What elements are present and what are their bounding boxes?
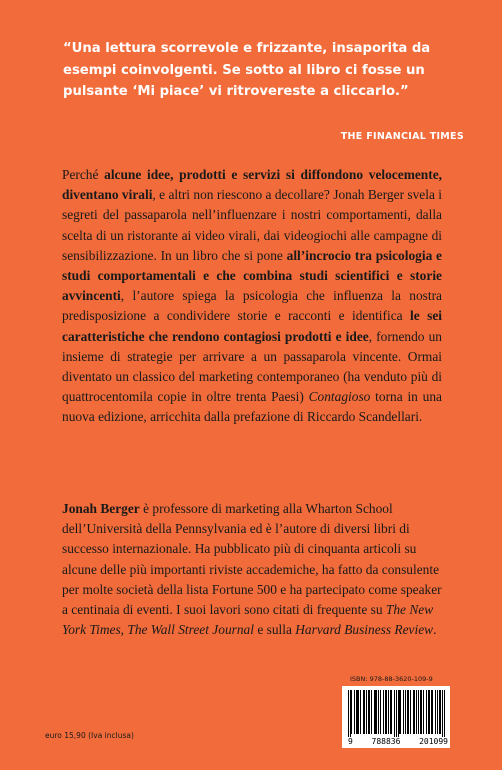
barcode-bar [383, 690, 384, 734]
barcode-digit-group: 9 [348, 737, 353, 746]
barcode-bar [399, 690, 400, 734]
author-bio [62, 499, 442, 640]
author-name: Jonah Berger [62, 501, 140, 516]
barcode-bar [413, 690, 414, 734]
barcode-bar [360, 690, 361, 734]
barcode-bar [376, 690, 377, 734]
blurb-highlight: le sei caratteristiche che rendono contagiosi prodotti e idee [62, 308, 443, 344]
bio-text: . [433, 622, 437, 638]
barcode-bar [400, 690, 401, 734]
blurb-text: Perché [62, 167, 105, 182]
barcode-bar [375, 690, 376, 734]
barcode-bar [386, 690, 387, 734]
barcode-bar [351, 690, 352, 734]
barcode-bar [350, 690, 351, 738]
barcode-bar [435, 690, 436, 734]
barcode-bar [364, 690, 365, 734]
barcode-digit-group: 201099 [419, 737, 448, 746]
barcode-bar [354, 690, 355, 734]
blurb-text: torna in una nuova edizione, arricchita dalla prefazione di Riccardo Scandellari. [62, 389, 442, 425]
barcode-bar [439, 690, 440, 734]
barcode-bar [357, 690, 358, 734]
barcode-bar [366, 690, 367, 734]
barcode-bar [391, 690, 392, 734]
barcode-digits [348, 737, 448, 746]
quote-source: THE FINANCIAL TIMES [340, 131, 464, 142]
barcode-bar [442, 690, 443, 738]
barcode-bar [356, 690, 357, 734]
publication-name: Harvard Business Review [295, 622, 434, 638]
price-label: euro 15,90 (Iva inclusa) [45, 731, 134, 740]
barcode-bar [390, 690, 391, 734]
barcode-bar [348, 690, 349, 738]
blurb-text: , l’autore spiega la psicologia che influenza la nostra predisposizione a condividere storie e racconti e identifica [62, 288, 442, 324]
barcode-bar [385, 690, 386, 734]
barcode-bar [421, 690, 422, 734]
barcode-bar [358, 690, 359, 734]
book-blurb [62, 165, 442, 428]
blurb-highlight: alcune idee, prodotti e servizi si diffondono velocemente, diventano virali [62, 167, 442, 203]
barcode-bar [398, 690, 399, 738]
barcode-bar [423, 690, 424, 734]
barcode-bar [428, 690, 429, 734]
barcode-bar [429, 690, 430, 734]
book-title: Contagioso [308, 389, 371, 405]
barcode-bar [432, 690, 433, 734]
barcode-bar [388, 690, 389, 734]
barcode-bar [426, 690, 427, 734]
review-quote: “Una lettura scorrevole e frizzante, insaporita da esempi coinvolgenti. Se sotto al libro ci fosse un pulsante ‘Mi piace’ vi ritrovereste a cliccarlo.” [63, 41, 431, 99]
publication-name: The Wall Street Journal [127, 622, 254, 638]
bio-text: è professore di marketing alla Wharton School dell’Università della Pennsylvania ed è l’autore di diversi libri di successo internazionale. Ha pubblicato più di cinquanta articoli su alcune delle più importanti riviste accademiche, ha fatto da consulente per molte società della lista Fortune 500 e ha partecipato come speaker a centinaia di eventi. I suoi lavori sono citati di frequente su [62, 501, 442, 618]
barcode-bar [420, 690, 421, 734]
barcode-bar [437, 690, 438, 734]
barcode-bar [378, 690, 379, 734]
blurb-highlight: all’incrocio tra psicologia e studi comportamentali e che combina studi scientifici e storie avvincenti [62, 247, 442, 304]
barcode-bar [368, 690, 369, 734]
barcode-bar [414, 690, 415, 734]
barcode-bar [371, 690, 372, 734]
bio-text: e sulla [253, 622, 296, 638]
barcode-bar [369, 690, 370, 734]
barcode-bar [444, 690, 445, 738]
isbn-label: ISBN: 978-88-3620-109-9 [350, 675, 433, 683]
barcode-bar [440, 690, 441, 734]
barcode-bar [363, 690, 364, 734]
barcode-bar [410, 690, 411, 734]
barcode-bar [431, 690, 432, 734]
blurb-text: , fornendo un insieme di strategie per arrivare a un passaparola vincente. Ormai diventato un classico del marketing contemporaneo (ha venduto più di quattrocentomila copie in oltre trenta Paesi) [62, 328, 442, 405]
barcode-bar [403, 690, 404, 734]
barcode-bar [418, 690, 419, 734]
barcode-bar [408, 690, 409, 734]
barcode-bar [396, 690, 397, 738]
barcode-digit-group: 788836 [371, 737, 401, 746]
barcode-bar [380, 690, 381, 734]
barcode-bar [374, 690, 375, 734]
barcode-bar [394, 690, 395, 738]
publication-name: The New York Times [62, 602, 434, 638]
bio-text: , [120, 622, 128, 638]
barcode-bar [416, 690, 417, 734]
barcode-bar [405, 690, 406, 734]
blurb-text: , e altri non riescono a decollare? Jonah Berger svela i segreti del passaparola nell’influenzare i nostri comportamenti, dalla scelta di un ristorante ai video virali, dai videogiochi alle campagne di sensibilizzazione. In un libro che si pone [62, 187, 442, 263]
barcode-bar [407, 690, 408, 734]
barcode-bars [342, 686, 450, 738]
